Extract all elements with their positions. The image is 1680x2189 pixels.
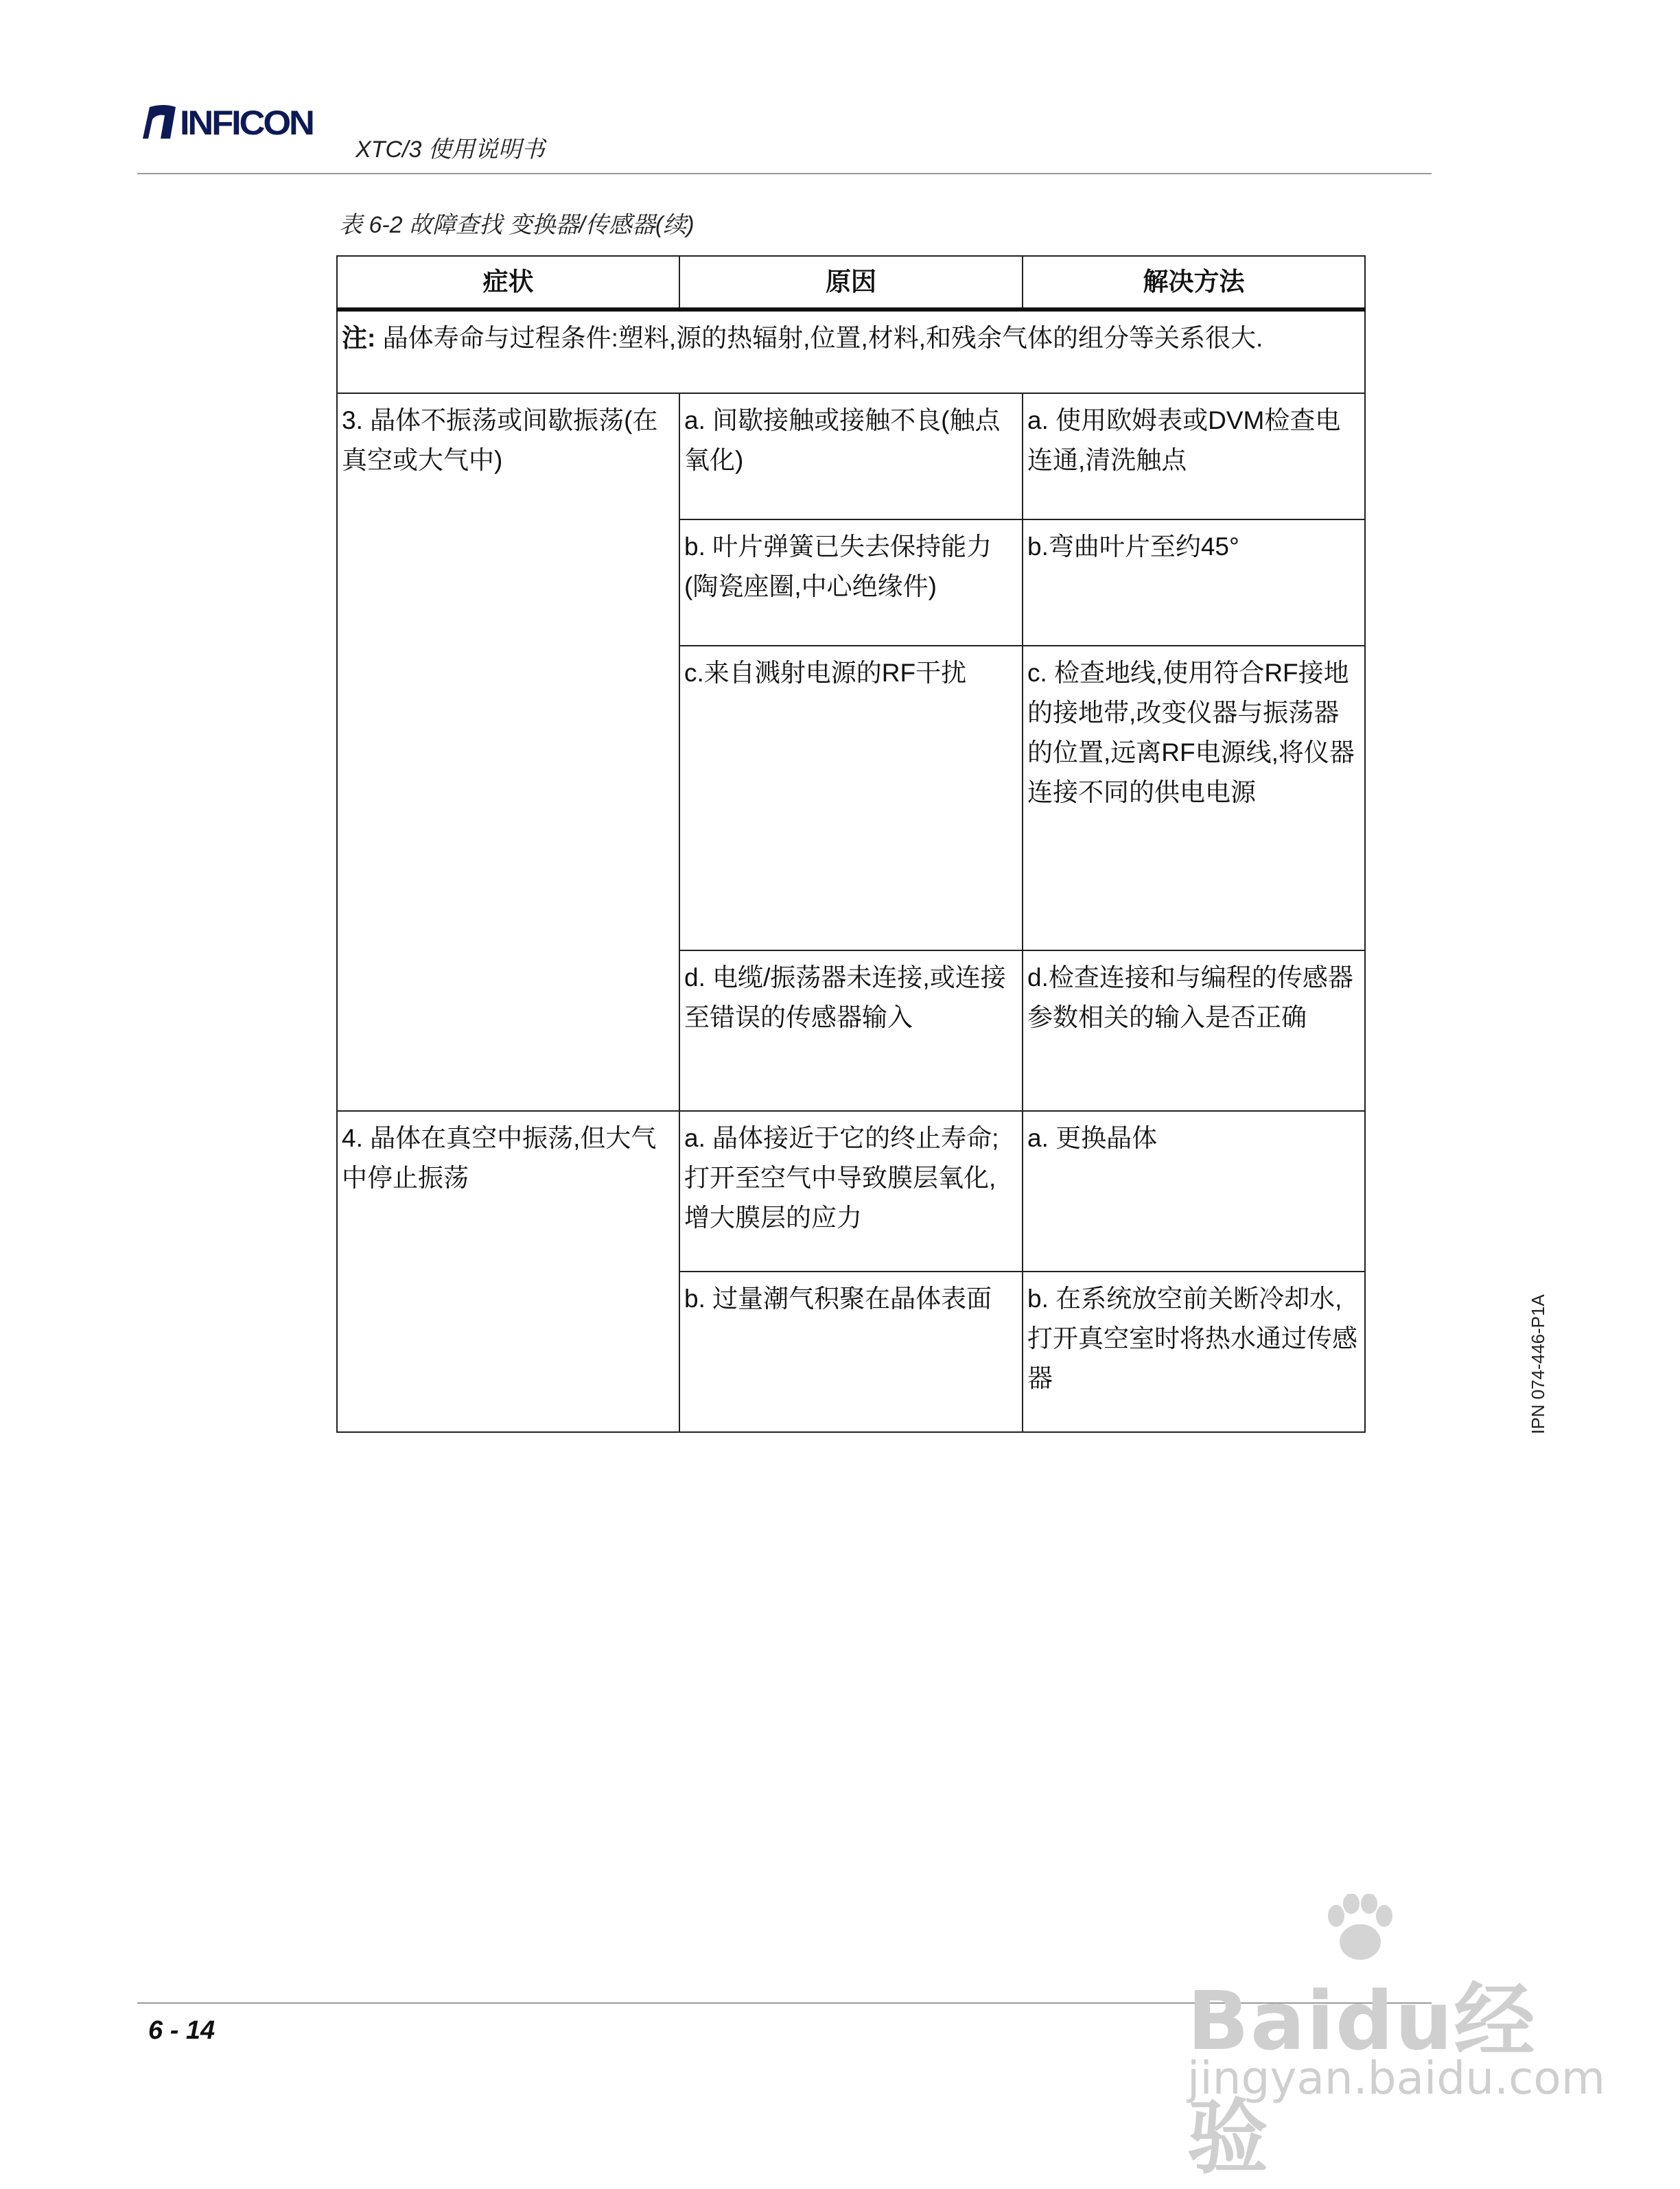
watermark-brand: Baidu经验 bbox=[1187, 1974, 1537, 2185]
solution-cell: b.弯曲叶片至约45° bbox=[1023, 519, 1365, 646]
note-row bbox=[337, 309, 1365, 393]
page-number: 6 - 14 bbox=[148, 2016, 215, 2045]
solution-cell: a. 更换晶体 bbox=[1023, 1111, 1365, 1272]
paw-icon bbox=[1321, 1894, 1397, 1963]
logo-text: INFICON bbox=[180, 104, 313, 142]
cause-cell: b. 叶片弹簧已失去保持能力(陶瓷座圈,中心绝缘件) bbox=[679, 519, 1023, 646]
header-symptom: 症状 bbox=[337, 256, 679, 309]
solution-cell: b. 在系统放空前关断冷却水,打开真空室时将热水通过传感器 bbox=[1023, 1272, 1365, 1432]
document-title: XTC/3 使用说明书 bbox=[355, 137, 545, 163]
table-header-row bbox=[337, 256, 1365, 309]
solution-cell: d.检查连接和与编程的传感器参数相关的输入是否正确 bbox=[1023, 950, 1365, 1111]
header-cause: 原因 bbox=[679, 256, 1023, 309]
baidu-watermark bbox=[1174, 1894, 1606, 2185]
cause-cell: d. 电缆/振荡器未连接,或连接至错误的传感器输入 bbox=[679, 950, 1023, 1111]
table-caption: 表 6-2 故障查找 变换器/传感器(续) bbox=[339, 212, 695, 238]
cause-cell: c.来自溅射电源的RF干扰 bbox=[679, 646, 1023, 950]
header-rule bbox=[137, 173, 1432, 174]
note-label: 注: bbox=[342, 324, 376, 352]
solution-cell: a. 使用欧姆表或DVM检查电连通,清洗触点 bbox=[1023, 393, 1365, 519]
note-text: 晶体寿命与过程条件:塑料,源的热辐射,位置,材料,和残余气体的组分等关系很大. bbox=[375, 324, 1263, 352]
cause-cell: a. 间歇接触或接触不良(触点氧化) bbox=[679, 393, 1023, 519]
cause-cell: b. 过量潮气积聚在晶体表面 bbox=[679, 1272, 1023, 1432]
troubleshooting-table bbox=[336, 255, 1366, 1433]
solution-cell: c. 检查地线,使用符合RF接地的接地带,改变仪器与振荡器的位置,远离RF电源线,将仪器连接不同的供电电源 bbox=[1023, 646, 1365, 950]
ipn-label: IPN 074-446-P1A bbox=[1528, 1294, 1548, 1434]
table-row bbox=[337, 1111, 1365, 1272]
inficon-logo-icon bbox=[143, 103, 178, 143]
note-cell bbox=[337, 309, 1365, 393]
cause-cell: a. 晶体接近于它的终止寿命; 打开至空气中导致膜层氧化,增大膜层的应力 bbox=[679, 1111, 1023, 1272]
inficon-logo bbox=[143, 102, 178, 144]
table-row bbox=[337, 393, 1365, 519]
watermark-url: jingyan.baidu.com bbox=[1187, 2052, 1606, 2105]
symptom-cell: 3. 晶体不振荡或间歇振荡(在真空或大气中) bbox=[337, 393, 679, 1111]
symptom-cell: 4. 晶体在真空中振荡,但大气中停止振荡 bbox=[337, 1111, 679, 1432]
header-solution: 解决方法 bbox=[1023, 256, 1365, 309]
